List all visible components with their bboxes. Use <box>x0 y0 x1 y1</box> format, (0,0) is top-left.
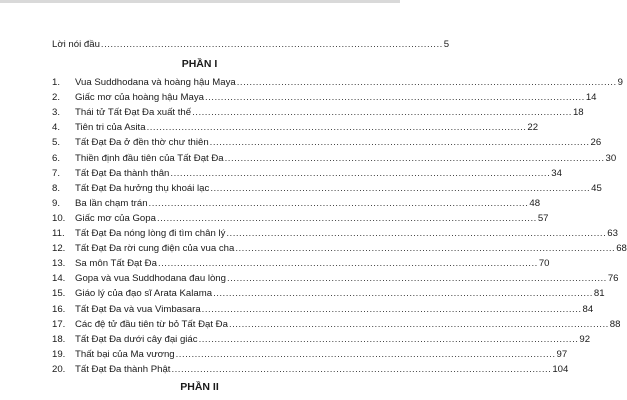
dot-leader: ........................................................................................................................ <box>171 363 552 375</box>
toc-entry-page: 14 <box>585 92 597 104</box>
toc-entry-number: 1. <box>52 77 61 88</box>
toc-entry-title: Tất Đạt Đa nóng lòng đi tìm chân lý <box>75 228 226 239</box>
toc-entry-title: Giấc mơ của hoàng hậu Maya <box>75 92 204 104</box>
toc-entry-number: 12. <box>52 243 66 255</box>
toc-entry <box>52 182 602 196</box>
toc-entry <box>52 348 568 362</box>
toc-entry-title: Ba lần chạm trán <box>75 197 148 209</box>
toc-entry-number: 5. <box>52 137 61 149</box>
dot-leader: ........................................................................................................................ <box>201 303 582 315</box>
toc-entry-number: 3. <box>52 107 61 119</box>
toc-entry-number: 11. <box>52 228 65 239</box>
toc-entry-page: 9 <box>617 77 623 88</box>
toc-entry-title: Tất Đạt Đa thành thân <box>75 167 170 179</box>
toc-entry-number: 19. <box>52 348 66 360</box>
part-heading-2: PHẦN II <box>180 381 219 393</box>
dot-leader: ........................................................................................................................ <box>224 152 605 164</box>
toc-entry-title: Tất Đạt Đa và vua Vimbasara <box>75 303 201 315</box>
toc-entry-title: Sa môn Tất Đạt Đa <box>75 258 157 270</box>
toc-entry-page: 26 <box>590 137 602 149</box>
toc-entry <box>52 197 541 211</box>
toc-entry <box>52 106 584 120</box>
part-heading: PHẦN I <box>181 58 218 70</box>
dot-leader: ........................................................................................................................ <box>170 167 551 179</box>
toc-entry <box>52 287 605 301</box>
toc-entry-page: 5 <box>443 39 450 50</box>
toc-entry <box>52 227 618 241</box>
toc-entry <box>52 121 539 135</box>
dot-leader: ........................................................................................................................ <box>156 212 537 224</box>
toc-entry-page: 18 <box>572 107 584 119</box>
toc-entry-page: 30 <box>605 152 617 164</box>
toc-entry-number: 20. <box>52 363 66 375</box>
dot-leader: ........................................................................................................................ <box>146 122 527 134</box>
toc-entry-number: 16. <box>52 303 66 315</box>
dot-leader: ........................................................................................................................ <box>209 137 590 149</box>
toc-entry-number: 15. <box>52 288 66 300</box>
dot-leader: ........................................................................................................................ <box>226 273 607 285</box>
toc-entry-page: 68 <box>616 243 627 255</box>
toc-entry-number: 4. <box>52 122 61 134</box>
toc-entry-title: Thất bại của Ma vương <box>75 348 175 360</box>
toc-entry-number: 14. <box>52 273 66 285</box>
toc-entry-number: 17. <box>52 318 66 330</box>
toc-entry-title: Tất Đạt Đa rời cung điện của vua cha <box>75 243 235 255</box>
dot-leader: ........................................................................................................................ <box>210 182 591 194</box>
toc-entry-page: 48 <box>529 197 541 209</box>
toc-entry-number: 13. <box>52 258 66 270</box>
toc-entry-page: 34 <box>551 167 562 179</box>
toc-entry-title: Tất Đạt Đa ở đền thờ chư thiên <box>75 137 209 149</box>
toc-entry-number: 6. <box>52 152 61 164</box>
toc-entry <box>52 363 569 377</box>
toc-entry-title: Tất Đạt Đa thành Phật <box>75 363 171 375</box>
toc-entry-page: 70 <box>538 258 550 270</box>
toc-entry <box>52 303 594 317</box>
toc-entry-intro <box>52 38 450 52</box>
toc-entry <box>52 152 617 166</box>
dot-leader: ........................................................................................................................ <box>235 243 616 255</box>
toc-entry <box>52 318 621 332</box>
toc-entry <box>52 76 623 90</box>
toc-entry-page: 104 <box>552 363 569 375</box>
toc-entry-page: 84 <box>582 303 594 315</box>
toc-entry-number: 7. <box>52 167 61 179</box>
toc-entry-number: 10. <box>52 212 66 224</box>
toc-entry-page: 81 <box>593 288 605 300</box>
dot-leader: ........................................................................................................................ <box>204 92 585 104</box>
toc-entry <box>52 242 627 256</box>
toc-entry-page: 88 <box>609 318 621 330</box>
dot-leader: ........................................................................................................................ <box>157 258 538 270</box>
toc-entry-title: Gopa và vua Suddhodana đau lòng <box>75 273 226 285</box>
toc-entry-page: 45 <box>591 182 602 194</box>
toc-entry-title: Tiên tri của Asita <box>75 122 146 134</box>
dot-leader: ........................................................................................................................ <box>226 228 607 239</box>
toc-entry-title: Các đệ tử đầu tiên từ bỏ Tất Đạt Đa <box>75 318 228 330</box>
toc-entry-title: Vua Suddhodana và hoàng hậu Maya <box>75 77 236 88</box>
toc-entry-page: 57 <box>537 212 549 224</box>
toc-entry <box>52 136 602 150</box>
toc-entry-page: 92 <box>579 333 591 345</box>
toc-entry-title: Thiền định đầu tiên của Tất Đạt Đa <box>75 152 224 164</box>
toc-entry-title: Giấc mơ của Gopa <box>75 212 156 224</box>
dot-leader: ............................................................................................................ <box>100 39 443 50</box>
toc-entry-page: 76 <box>607 273 619 285</box>
toc-entry-number: 8. <box>52 182 61 194</box>
toc-entry-page: 63 <box>607 228 618 239</box>
toc-entry <box>52 91 597 105</box>
toc-entry-title: Tất Đạt Đa hưởng thụ khoái lạc <box>75 182 210 194</box>
toc-entry-number: 9. <box>52 197 61 209</box>
toc-entry-title: Thái tử Tất Đạt Đa xuất thế <box>75 107 192 119</box>
toc-entry <box>52 257 550 271</box>
dot-leader: ........................................................................................................................ <box>192 107 572 119</box>
toc-entry <box>52 272 619 286</box>
dot-leader: ........................................................................................................................ <box>236 77 617 88</box>
dot-leader: ........................................................................................................................ <box>175 348 556 360</box>
toc-entry-title: Giáo lý của đạo sĩ Arata Kalama <box>75 288 213 300</box>
toc-entry <box>52 333 591 347</box>
toc-entry <box>52 167 562 181</box>
toc-entry-number: 2. <box>52 92 61 104</box>
dot-leader: ........................................................................................................................ <box>228 318 609 330</box>
dot-leader: ........................................................................................................................ <box>148 197 529 209</box>
top-edge-rule <box>0 0 400 3</box>
toc-entry-number: 18. <box>52 333 66 345</box>
toc-entry-title: Lời nói đầu <box>52 39 100 50</box>
toc-entry-page: 22 <box>527 122 539 134</box>
toc-entry <box>52 212 549 226</box>
toc-entry-title: Tất Đạt Đa dưới cây đại giác <box>75 333 198 345</box>
toc-entry-page: 97 <box>556 348 568 360</box>
dot-leader: ........................................................................................................................ <box>213 288 593 300</box>
dot-leader: ........................................................................................................................ <box>198 333 579 345</box>
